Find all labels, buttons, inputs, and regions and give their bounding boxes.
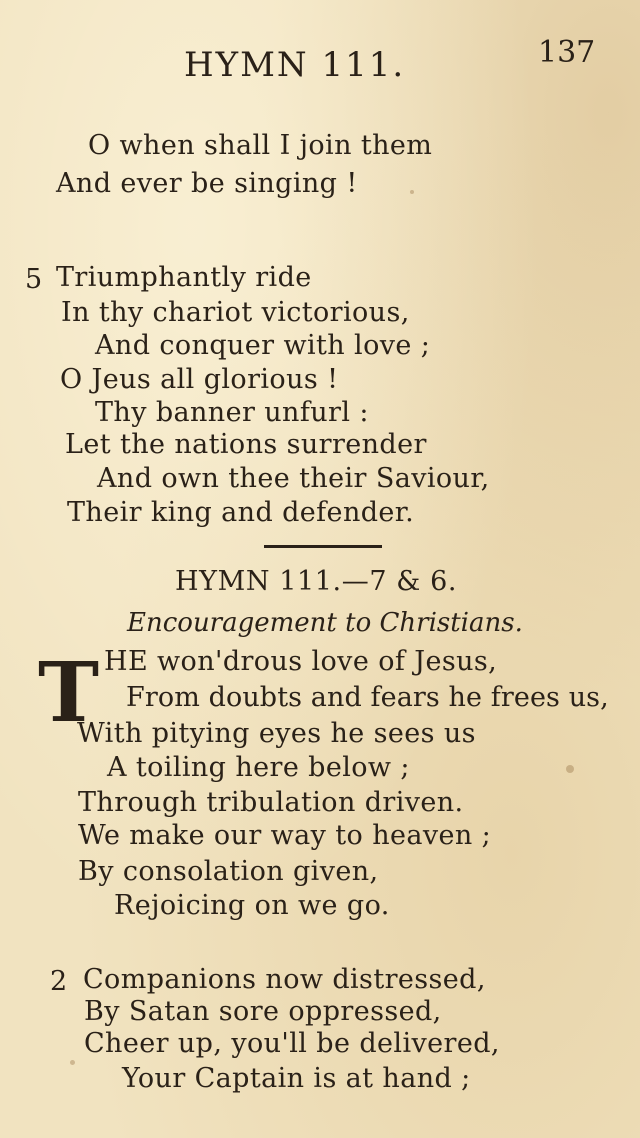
paper-speck [70, 1060, 75, 1065]
stanza-number: 2 [50, 966, 68, 997]
verse-line: O Jeus all glorious ! [60, 364, 339, 395]
verse-line: Through tribulation driven. [78, 787, 464, 818]
verse-line: We make our way to heaven ; [78, 820, 492, 851]
verse-line: In thy chariot victorious, [61, 297, 410, 328]
hymn-heading: HYMN 111.—7 & 6. [175, 566, 458, 597]
verse-line: Triumphantly ride [56, 262, 312, 293]
verse-line: By consolation given, [78, 856, 379, 887]
paper-speck [566, 765, 574, 773]
verse-line: And own thee their Saviour, [97, 463, 490, 494]
verse-line: And conquer with love ; [95, 330, 431, 361]
verse-line: And ever be singing ! [56, 168, 358, 199]
verse-line: Let the nations surrender [65, 429, 427, 460]
verse-line: Rejoicing on we go. [114, 890, 390, 921]
hymn-subtitle: Encouragement to Christians. [127, 608, 523, 638]
verse-line: By Satan sore oppressed, [84, 996, 442, 1027]
paper-speck [410, 190, 414, 194]
running-title: HYMN 111. [184, 45, 406, 85]
drop-cap: T [38, 645, 100, 741]
verse-line: Cheer up, you'll be delivered, [84, 1028, 500, 1059]
verse-line: HE won'drous love of Jesus, [104, 646, 498, 677]
verse-line: O when shall I join them [88, 130, 433, 161]
verse-line: From doubts and fears he frees us, [126, 682, 609, 713]
verse-line: Your Captain is at hand ; [122, 1063, 471, 1094]
verse-line: Their king and defender. [67, 497, 415, 528]
page-number: 137 [538, 35, 596, 70]
section-divider [264, 545, 382, 548]
verse-line: A toiling here below ; [107, 752, 410, 783]
verse-line: Thy banner unfurl : [95, 397, 369, 428]
verse-line: Companions now distressed, [83, 964, 486, 995]
stanza-number: 5 [25, 264, 43, 295]
verse-line: With pitying eyes he sees us [77, 718, 476, 749]
